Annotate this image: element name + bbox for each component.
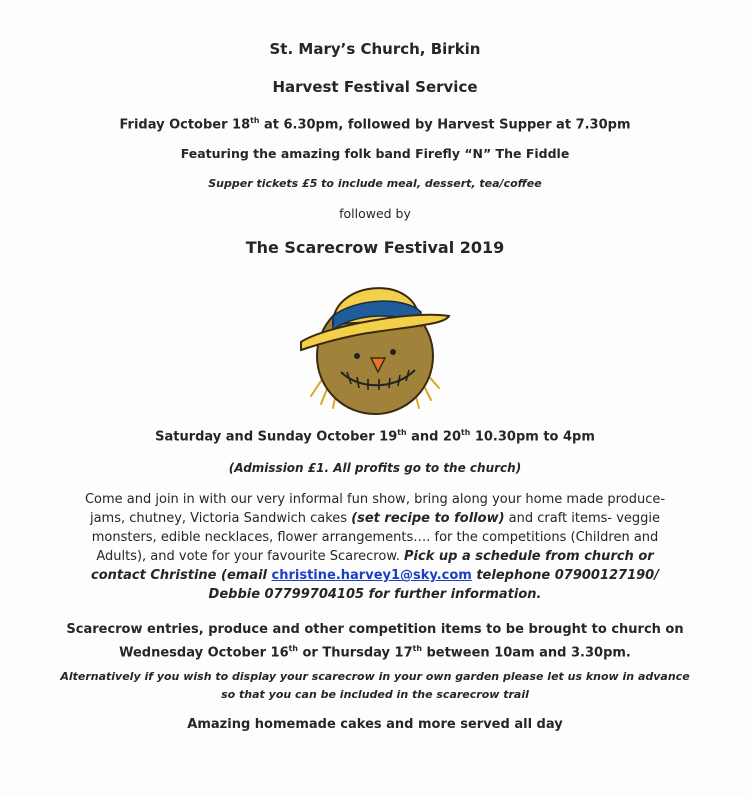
eye-icon (390, 349, 396, 355)
invitation-paragraph: Come and join in with our very informal fun show, bring along your home made produce-jams, chutney, Victoria Sandwich cakes (set recipe to follow) and craft items- veggie monsters, edible necklaces, flower arrangements…. for the competitions (Children and Adults), and vote for your favourite Scarecrow. Pick up a schedule from church or contact Christine (email christine.harvey1@sky.com telephone 07900127190/ Debbie 07799704105 for further information. (84, 492, 666, 602)
scarecrow-illustration (295, 268, 455, 418)
email-link[interactable]: christine.harvey1@sky.com (271, 568, 472, 583)
eye-icon (354, 353, 360, 359)
entries-paragraph: Scarecrow entries, produce and other competition items to be brought to church on Wednesday October 16th or Thursday 17th between 10am and 3.30pm. (66, 622, 684, 661)
band-line: Featuring the amazing folk band Firefly “N” The Fiddle (180, 146, 570, 161)
closing-line: Amazing homemade cakes and more served all day (187, 717, 563, 732)
service-datetime: Friday October 18th at 6.30pm, followed by Harvest Supper at 7.30pm (119, 116, 631, 133)
festival-dates: Saturday and Sunday October 19th and 20th 10.30pm to 4pm (155, 428, 595, 445)
service-title: Harvest Festival Service (272, 78, 478, 96)
festival-title: The Scarecrow Festival 2019 (245, 238, 505, 257)
followed-by: followed by (339, 206, 411, 221)
admission-line: (Admission £1. All profits go to the church) (228, 461, 522, 475)
church-name: St. Mary’s Church, Birkin (269, 40, 481, 58)
ticket-line: Supper tickets £5 to include meal, dessert, tea/coffee (208, 177, 542, 190)
garden-paragraph: Alternatively if you wish to display your scarecrow in your own garden please let us know in advance so that you can be included in the scarecrow trail (60, 670, 690, 701)
